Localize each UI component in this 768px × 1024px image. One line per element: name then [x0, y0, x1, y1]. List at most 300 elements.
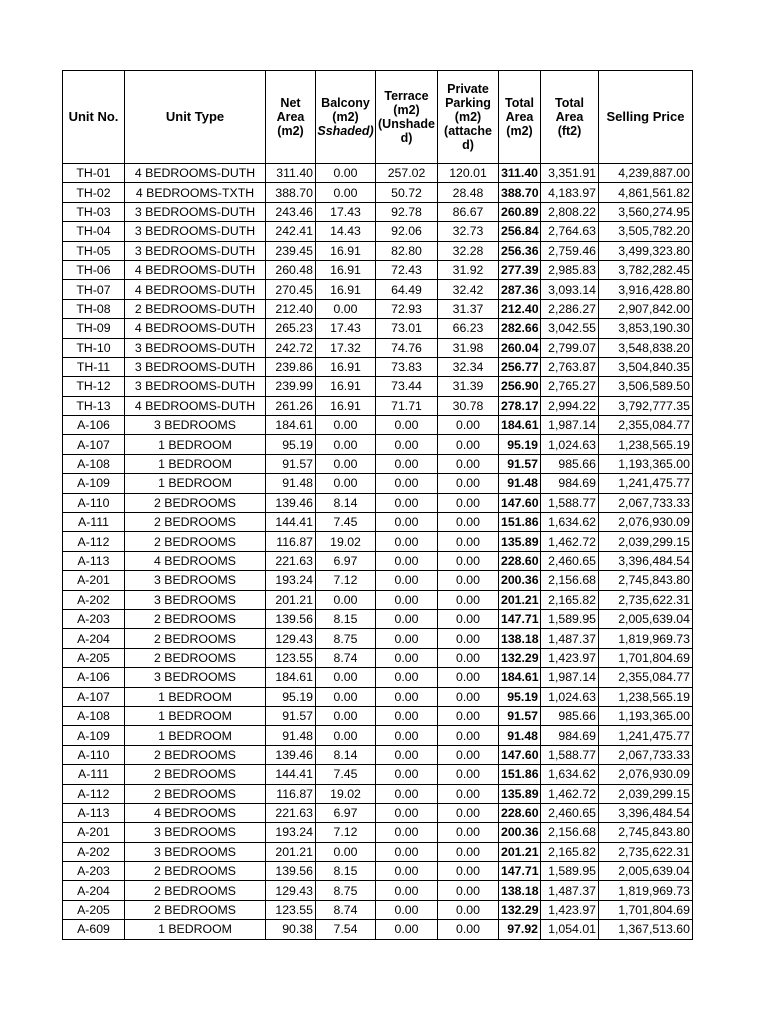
unit-type-cell: 1 BEDROOM — [125, 687, 266, 706]
balcony-cell: 8.75 — [316, 629, 376, 648]
total-area-ft2-cell: 1,634.62 — [541, 765, 599, 784]
unit-type-cell: 3 BEDROOMS-DUTH — [125, 357, 266, 376]
balcony-cell: 17.32 — [316, 338, 376, 357]
net-area-cell: 139.56 — [266, 609, 316, 628]
total-area-m2-cell: 287.36 — [499, 280, 541, 299]
total-area-ft2-cell: 1,024.63 — [541, 687, 599, 706]
terrace-cell: 0.00 — [376, 532, 438, 551]
unit-type-cell: 2 BEDROOMS — [125, 648, 266, 667]
terrace-cell: 73.01 — [376, 319, 438, 338]
unit-type-cell: 2 BEDROOMS — [125, 745, 266, 764]
net-area-cell: 116.87 — [266, 784, 316, 803]
selling-price-cell: 2,067,733.33 — [599, 745, 693, 764]
net-area-cell: 91.48 — [266, 726, 316, 745]
parking-cell: 0.00 — [438, 609, 499, 628]
selling-price-cell: 3,396,484.54 — [599, 551, 693, 570]
total-area-ft2-cell: 2,759.46 — [541, 241, 599, 260]
table-row — [63, 435, 693, 454]
net-area-cell: 261.26 — [266, 396, 316, 415]
unit-no-cell: TH-06 — [63, 260, 125, 279]
total-area-m2-cell: 200.36 — [499, 823, 541, 842]
unit-type-cell: 3 BEDROOMS-DUTH — [125, 377, 266, 396]
selling-price-cell: 2,735,622.31 — [599, 590, 693, 609]
total-area-m2-cell: 147.60 — [499, 493, 541, 512]
selling-price-cell: 3,499,323.80 — [599, 241, 693, 260]
balcony-cell: 8.14 — [316, 745, 376, 764]
selling-price-cell: 1,238,565.19 — [599, 435, 693, 454]
table-row — [63, 357, 693, 376]
table-row — [63, 862, 693, 881]
header-total-area-m2: Total Area (m2) — [499, 71, 541, 164]
terrace-cell: 0.00 — [376, 648, 438, 667]
balcony-cell: 7.45 — [316, 765, 376, 784]
terrace-cell: 0.00 — [376, 842, 438, 861]
unit-no-cell: TH-13 — [63, 396, 125, 415]
unit-type-cell: 3 BEDROOMS — [125, 571, 266, 590]
parking-cell: 0.00 — [438, 648, 499, 667]
selling-price-cell: 2,005,639.04 — [599, 862, 693, 881]
balcony-cell: 8.75 — [316, 881, 376, 900]
selling-price-cell: 2,076,930.09 — [599, 513, 693, 532]
total-area-ft2-cell: 1,054.01 — [541, 920, 599, 939]
unit-no-cell: TH-11 — [63, 357, 125, 376]
parking-cell: 0.00 — [438, 668, 499, 687]
net-area-cell: 184.61 — [266, 668, 316, 687]
balcony-cell: 19.02 — [316, 532, 376, 551]
balcony-cell: 16.91 — [316, 241, 376, 260]
unit-no-cell: A-109 — [63, 474, 125, 493]
unit-no-cell: TH-03 — [63, 202, 125, 221]
total-area-m2-cell: 277.39 — [499, 260, 541, 279]
unit-type-cell: 1 BEDROOM — [125, 435, 266, 454]
selling-price-cell: 2,735,622.31 — [599, 842, 693, 861]
table-row — [63, 474, 693, 493]
parking-cell: 31.39 — [438, 377, 499, 396]
total-area-ft2-cell: 1,462.72 — [541, 532, 599, 551]
unit-no-cell: A-203 — [63, 862, 125, 881]
selling-price-cell: 3,853,190.30 — [599, 319, 693, 338]
selling-price-cell: 2,005,639.04 — [599, 609, 693, 628]
unit-type-cell: 1 BEDROOM — [125, 726, 266, 745]
parking-cell: 32.42 — [438, 280, 499, 299]
total-area-m2-cell: 311.40 — [499, 164, 541, 183]
parking-cell: 0.00 — [438, 435, 499, 454]
total-area-ft2-cell: 2,764.63 — [541, 222, 599, 241]
parking-cell: 0.00 — [438, 493, 499, 512]
total-area-ft2-cell: 2,165.82 — [541, 590, 599, 609]
terrace-cell: 92.06 — [376, 222, 438, 241]
total-area-ft2-cell: 3,093.14 — [541, 280, 599, 299]
balcony-cell: 0.00 — [316, 474, 376, 493]
parking-cell: 0.00 — [438, 823, 499, 842]
selling-price-cell: 2,745,843.80 — [599, 823, 693, 842]
balcony-cell: 0.00 — [316, 416, 376, 435]
net-area-cell: 239.86 — [266, 357, 316, 376]
terrace-cell: 0.00 — [376, 590, 438, 609]
selling-price-cell: 1,241,475.77 — [599, 726, 693, 745]
selling-price-cell: 1,238,565.19 — [599, 687, 693, 706]
table-row — [63, 241, 693, 260]
unit-no-cell: A-609 — [63, 920, 125, 939]
net-area-cell: 123.55 — [266, 648, 316, 667]
table-row — [63, 687, 693, 706]
unit-no-cell: TH-08 — [63, 299, 125, 318]
terrace-cell: 71.71 — [376, 396, 438, 415]
unit-type-cell: 2 BEDROOMS — [125, 493, 266, 512]
unit-no-cell: A-111 — [63, 765, 125, 784]
balcony-cell: 0.00 — [316, 299, 376, 318]
table-row — [63, 803, 693, 822]
unit-no-cell: TH-09 — [63, 319, 125, 338]
unit-type-cell: 3 BEDROOMS-DUTH — [125, 202, 266, 221]
total-area-ft2-cell: 985.66 — [541, 454, 599, 473]
total-area-m2-cell: 256.90 — [499, 377, 541, 396]
net-area-cell: 239.45 — [266, 241, 316, 260]
selling-price-cell: 2,067,733.33 — [599, 493, 693, 512]
net-area-cell: 270.45 — [266, 280, 316, 299]
total-area-m2-cell: 135.89 — [499, 532, 541, 551]
terrace-cell: 0.00 — [376, 687, 438, 706]
total-area-m2-cell: 138.18 — [499, 881, 541, 900]
unit-no-cell: A-110 — [63, 745, 125, 764]
header-unit-no: Unit No. — [63, 71, 125, 164]
balcony-cell: 0.00 — [316, 706, 376, 725]
table-row — [63, 745, 693, 764]
unit-no-cell: A-106 — [63, 668, 125, 687]
table-row — [63, 881, 693, 900]
selling-price-cell: 1,819,969.73 — [599, 881, 693, 900]
net-area-cell: 144.41 — [266, 513, 316, 532]
total-area-m2-cell: 151.86 — [499, 765, 541, 784]
total-area-ft2-cell: 1,634.62 — [541, 513, 599, 532]
net-area-cell: 221.63 — [266, 551, 316, 570]
unit-no-cell: A-201 — [63, 823, 125, 842]
table-row — [63, 377, 693, 396]
parking-cell: 0.00 — [438, 862, 499, 881]
total-area-m2-cell: 97.92 — [499, 920, 541, 939]
selling-price-cell: 1,367,513.60 — [599, 920, 693, 939]
terrace-cell: 0.00 — [376, 784, 438, 803]
unit-no-cell: TH-07 — [63, 280, 125, 299]
unit-type-cell: 2 BEDROOMS — [125, 881, 266, 900]
terrace-cell: 72.93 — [376, 299, 438, 318]
balcony-cell: 8.74 — [316, 900, 376, 919]
parking-cell: 0.00 — [438, 900, 499, 919]
total-area-m2-cell: 256.84 — [499, 222, 541, 241]
selling-price-cell: 1,701,804.69 — [599, 648, 693, 667]
parking-cell: 30.78 — [438, 396, 499, 415]
balcony-cell: 17.43 — [316, 319, 376, 338]
table-row — [63, 726, 693, 745]
total-area-ft2-cell: 2,156.68 — [541, 571, 599, 590]
unit-no-cell: A-111 — [63, 513, 125, 532]
terrace-cell: 64.49 — [376, 280, 438, 299]
unit-type-cell: 3 BEDROOMS-DUTH — [125, 338, 266, 357]
terrace-cell: 0.00 — [376, 803, 438, 822]
balcony-cell: 0.00 — [316, 590, 376, 609]
balcony-cell: 7.12 — [316, 823, 376, 842]
selling-price-cell: 1,241,475.77 — [599, 474, 693, 493]
balcony-cell: 0.00 — [316, 842, 376, 861]
terrace-cell: 73.44 — [376, 377, 438, 396]
net-area-cell: 91.48 — [266, 474, 316, 493]
selling-price-cell: 2,745,843.80 — [599, 571, 693, 590]
balcony-cell: 14.43 — [316, 222, 376, 241]
header-selling-price: Selling Price — [599, 71, 693, 164]
total-area-ft2-cell: 2,994.22 — [541, 396, 599, 415]
selling-price-cell: 1,193,365.00 — [599, 454, 693, 473]
total-area-m2-cell: 256.36 — [499, 241, 541, 260]
unit-type-cell: 3 BEDROOMS — [125, 668, 266, 687]
unit-no-cell: A-108 — [63, 706, 125, 725]
table-row — [63, 648, 693, 667]
net-area-cell: 265.23 — [266, 319, 316, 338]
selling-price-cell: 3,504,840.35 — [599, 357, 693, 376]
total-area-ft2-cell: 984.69 — [541, 474, 599, 493]
unit-type-cell: 1 BEDROOM — [125, 706, 266, 725]
total-area-m2-cell: 147.60 — [499, 745, 541, 764]
total-area-ft2-cell: 1,987.14 — [541, 416, 599, 435]
balcony-cell: 17.43 — [316, 202, 376, 221]
table-row — [63, 823, 693, 842]
parking-cell: 0.00 — [438, 687, 499, 706]
terrace-cell: 0.00 — [376, 571, 438, 590]
balcony-cell: 0.00 — [316, 687, 376, 706]
table-row — [63, 784, 693, 803]
unit-no-cell: A-112 — [63, 532, 125, 551]
total-area-ft2-cell: 1,423.97 — [541, 900, 599, 919]
total-area-ft2-cell: 2,808.22 — [541, 202, 599, 221]
net-area-cell: 129.43 — [266, 881, 316, 900]
table-row — [63, 222, 693, 241]
net-area-cell: 116.87 — [266, 532, 316, 551]
total-area-m2-cell: 260.89 — [499, 202, 541, 221]
unit-type-cell: 4 BEDROOMS-DUTH — [125, 260, 266, 279]
table-row — [63, 202, 693, 221]
table-row — [63, 900, 693, 919]
total-area-ft2-cell: 1,589.95 — [541, 862, 599, 881]
balcony-cell: 16.91 — [316, 396, 376, 415]
selling-price-cell: 3,505,782.20 — [599, 222, 693, 241]
total-area-ft2-cell: 2,985.83 — [541, 260, 599, 279]
total-area-m2-cell: 256.77 — [499, 357, 541, 376]
unit-no-cell: TH-01 — [63, 164, 125, 183]
parking-cell: 31.98 — [438, 338, 499, 357]
unit-type-cell: 3 BEDROOMS — [125, 842, 266, 861]
terrace-cell: 73.83 — [376, 357, 438, 376]
balcony-cell: 8.14 — [316, 493, 376, 512]
balcony-cell: 7.54 — [316, 920, 376, 939]
parking-cell: 31.92 — [438, 260, 499, 279]
table-row — [63, 571, 693, 590]
net-area-cell: 90.38 — [266, 920, 316, 939]
selling-price-cell: 2,355,084.77 — [599, 416, 693, 435]
parking-cell: 32.34 — [438, 357, 499, 376]
unit-no-cell: A-113 — [63, 551, 125, 570]
unit-no-cell: TH-04 — [63, 222, 125, 241]
unit-no-cell: A-108 — [63, 454, 125, 473]
net-area-cell: 129.43 — [266, 629, 316, 648]
terrace-cell: 0.00 — [376, 900, 438, 919]
total-area-m2-cell: 228.60 — [499, 803, 541, 822]
table-row — [63, 706, 693, 725]
parking-cell: 0.00 — [438, 551, 499, 570]
unit-type-cell: 2 BEDROOMS-DUTH — [125, 299, 266, 318]
unit-no-cell: A-202 — [63, 590, 125, 609]
parking-cell: 0.00 — [438, 513, 499, 532]
selling-price-cell: 4,239,887.00 — [599, 164, 693, 183]
total-area-ft2-cell: 1,423.97 — [541, 648, 599, 667]
total-area-m2-cell: 278.17 — [499, 396, 541, 415]
selling-price-cell: 3,548,838.20 — [599, 338, 693, 357]
table-row — [63, 590, 693, 609]
table-row — [63, 668, 693, 687]
terrace-cell: 72.43 — [376, 260, 438, 279]
unit-type-cell: 2 BEDROOMS — [125, 609, 266, 628]
unit-type-cell: 2 BEDROOMS — [125, 784, 266, 803]
total-area-m2-cell: 147.71 — [499, 862, 541, 881]
selling-price-cell: 3,560,274.95 — [599, 202, 693, 221]
net-area-cell: 184.61 — [266, 416, 316, 435]
unit-type-cell: 3 BEDROOMS-DUTH — [125, 222, 266, 241]
unit-type-cell: 4 BEDROOMS — [125, 803, 266, 822]
terrace-cell: 92.78 — [376, 202, 438, 221]
total-area-ft2-cell: 2,156.68 — [541, 823, 599, 842]
net-area-cell: 139.56 — [266, 862, 316, 881]
selling-price-cell: 3,396,484.54 — [599, 803, 693, 822]
unit-type-cell: 4 BEDROOMS-DUTH — [125, 319, 266, 338]
table-body — [63, 164, 693, 940]
total-area-ft2-cell: 2,165.82 — [541, 842, 599, 861]
table-row — [63, 280, 693, 299]
terrace-cell: 0.00 — [376, 493, 438, 512]
terrace-cell: 50.72 — [376, 183, 438, 202]
table-row — [63, 551, 693, 570]
unit-type-cell: 2 BEDROOMS — [125, 629, 266, 648]
table-header-row — [63, 71, 693, 164]
table-row — [63, 532, 693, 551]
total-area-ft2-cell: 2,765.27 — [541, 377, 599, 396]
terrace-cell: 0.00 — [376, 454, 438, 473]
net-area-cell: 260.48 — [266, 260, 316, 279]
unit-type-cell: 4 BEDROOMS-DUTH — [125, 164, 266, 183]
table-row — [63, 319, 693, 338]
total-area-ft2-cell: 1,588.77 — [541, 745, 599, 764]
table-row — [63, 338, 693, 357]
terrace-cell: 0.00 — [376, 765, 438, 784]
parking-cell: 0.00 — [438, 590, 499, 609]
terrace-cell: 0.00 — [376, 513, 438, 532]
total-area-ft2-cell: 2,763.87 — [541, 357, 599, 376]
net-area-cell: 144.41 — [266, 765, 316, 784]
balcony-cell: 16.91 — [316, 357, 376, 376]
total-area-ft2-cell: 1,589.95 — [541, 609, 599, 628]
unit-type-cell: 4 BEDROOMS — [125, 551, 266, 570]
header-total-area-ft2: Total Area (ft2) — [541, 71, 599, 164]
total-area-ft2-cell: 4,183.97 — [541, 183, 599, 202]
unit-no-cell: A-205 — [63, 900, 125, 919]
unit-no-cell: A-113 — [63, 803, 125, 822]
total-area-m2-cell: 388.70 — [499, 183, 541, 202]
parking-cell: 0.00 — [438, 474, 499, 493]
total-area-m2-cell: 201.21 — [499, 842, 541, 861]
terrace-cell: 0.00 — [376, 920, 438, 939]
balcony-cell: 0.00 — [316, 668, 376, 687]
net-area-cell: 95.19 — [266, 435, 316, 454]
parking-cell: 28.48 — [438, 183, 499, 202]
header-private-parking: Private Parking (m2) (attache d) — [438, 71, 499, 164]
total-area-ft2-cell: 1,024.63 — [541, 435, 599, 454]
net-area-cell: 91.57 — [266, 454, 316, 473]
terrace-cell: 0.00 — [376, 435, 438, 454]
selling-price-cell: 2,355,084.77 — [599, 668, 693, 687]
total-area-m2-cell: 228.60 — [499, 551, 541, 570]
total-area-m2-cell: 282.66 — [499, 319, 541, 338]
total-area-ft2-cell: 1,588.77 — [541, 493, 599, 512]
header-balcony: Balcony (m2) Sshaded) — [316, 71, 376, 164]
total-area-m2-cell: 132.29 — [499, 648, 541, 667]
total-area-ft2-cell: 984.69 — [541, 726, 599, 745]
unit-type-cell: 3 BEDROOMS-DUTH — [125, 241, 266, 260]
total-area-ft2-cell: 2,460.65 — [541, 803, 599, 822]
unit-type-cell: 2 BEDROOMS — [125, 765, 266, 784]
table-row — [63, 454, 693, 473]
net-area-cell: 242.41 — [266, 222, 316, 241]
net-area-cell: 201.21 — [266, 590, 316, 609]
balcony-cell: 16.91 — [316, 260, 376, 279]
total-area-ft2-cell: 2,286.27 — [541, 299, 599, 318]
parking-cell: 0.00 — [438, 803, 499, 822]
balcony-cell: 6.97 — [316, 803, 376, 822]
unit-no-cell: A-109 — [63, 726, 125, 745]
unit-no-cell: A-112 — [63, 784, 125, 803]
balcony-cell: 7.45 — [316, 513, 376, 532]
total-area-m2-cell: 201.21 — [499, 590, 541, 609]
parking-cell: 0.00 — [438, 745, 499, 764]
unit-no-cell: A-107 — [63, 435, 125, 454]
parking-cell: 86.67 — [438, 202, 499, 221]
net-area-cell: 193.24 — [266, 823, 316, 842]
unit-type-cell: 4 BEDROOMS-TXTH — [125, 183, 266, 202]
net-area-cell: 388.70 — [266, 183, 316, 202]
terrace-cell: 0.00 — [376, 416, 438, 435]
terrace-cell: 0.00 — [376, 823, 438, 842]
selling-price-cell: 1,819,969.73 — [599, 629, 693, 648]
terrace-cell: 82.80 — [376, 241, 438, 260]
table-row — [63, 629, 693, 648]
balcony-cell: 7.12 — [316, 571, 376, 590]
total-area-m2-cell: 151.86 — [499, 513, 541, 532]
units-price-table — [62, 70, 693, 940]
unit-no-cell: A-106 — [63, 416, 125, 435]
terrace-cell: 0.00 — [376, 474, 438, 493]
table-row — [63, 396, 693, 415]
unit-no-cell: A-205 — [63, 648, 125, 667]
unit-no-cell: TH-12 — [63, 377, 125, 396]
selling-price-cell: 2,907,842.00 — [599, 299, 693, 318]
net-area-cell: 193.24 — [266, 571, 316, 590]
table-row — [63, 416, 693, 435]
unit-type-cell: 4 BEDROOMS-DUTH — [125, 280, 266, 299]
terrace-cell: 74.76 — [376, 338, 438, 357]
balcony-cell: 6.97 — [316, 551, 376, 570]
selling-price-cell: 2,039,299.15 — [599, 784, 693, 803]
unit-no-cell: A-107 — [63, 687, 125, 706]
total-area-ft2-cell: 1,987.14 — [541, 668, 599, 687]
selling-price-cell: 2,039,299.15 — [599, 532, 693, 551]
selling-price-cell: 2,076,930.09 — [599, 765, 693, 784]
unit-no-cell: A-202 — [63, 842, 125, 861]
